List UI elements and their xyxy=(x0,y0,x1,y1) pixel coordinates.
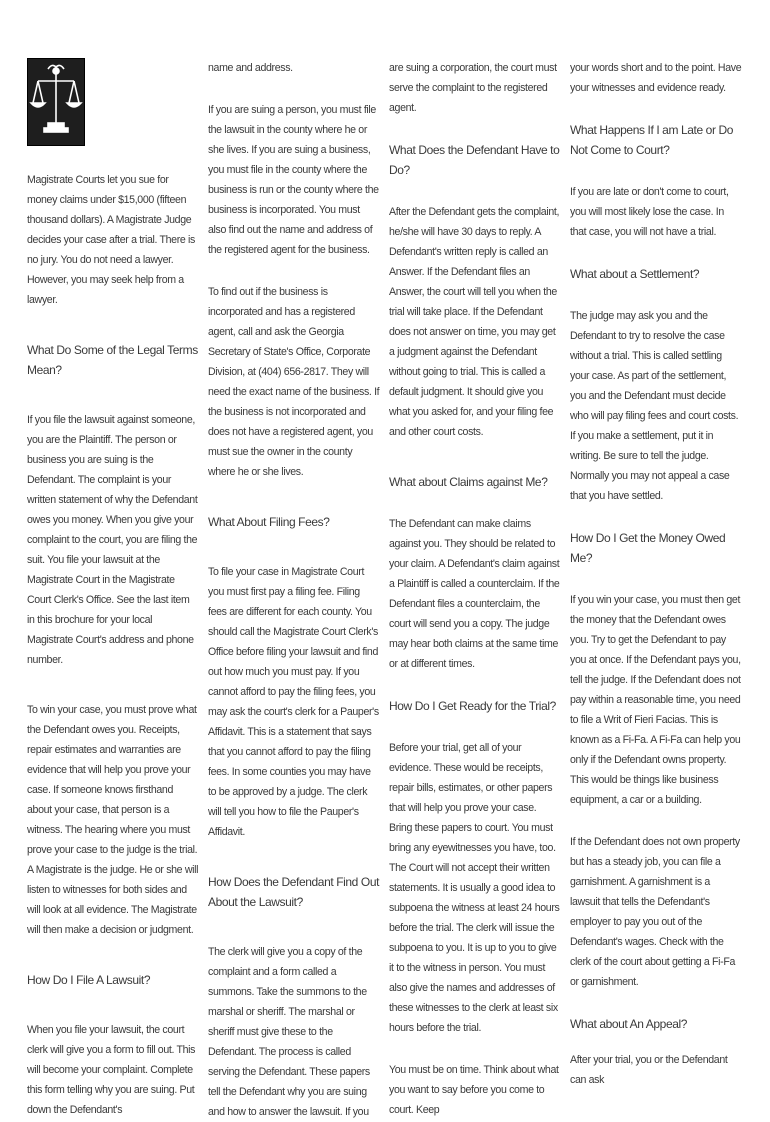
incorporated-paragraph: To find out if the business is incorporated and has a registered agent, call and ask the Georgia Secretary of State's Office, Corporate Division, at (404) 656-2817. They will need the exact name of the business. If the business is not incorporated and does not have a registered agent, you must sue the owner in the county where he or she lives. xyxy=(208,286,380,478)
heading-file-lawsuit: How Do I File A Lawsuit? xyxy=(27,973,151,987)
heading-filing-fees: What About Filing Fees? xyxy=(208,515,330,529)
heading-defendant-find-out: How Does the Defendant Find Out About the Lawsuit? xyxy=(208,875,380,909)
settlement-paragraph: The judge may ask you and the Defendant to try to resolve the case without a trial. This is called settling your case. As part of the settlement, you and the Defendant must decide who will pay filing fees and court costs. If you make a settlement, put it in writing. Be sure to tell the judge. Normally you may not appeal a case that you have settled. xyxy=(570,310,739,502)
intro-paragraph: Magistrate Courts let you sue for money claims under $15,000 (fifteen thousand dollars). A Magistrate Judge decides your case after a trial. There is no jury. You do not need a lawyer. However, you may seek help from a lawyer. xyxy=(27,174,195,306)
filing-fees-paragraph: To file your case in Magistrate Court you must first pay a filing fee. Filing fees are different for each county. You should call the Magistrate Court Clerk's Office before filing your lawsuit and find out how much you must pay. If you cannot afford to pay the filing fees, you may ask the court's clerk for a Pauper's Affidavit. This is a statement that says that you cannot afford to pay the filing fees. In some counties you may have to be approved by a judge. The clerk will tell you how to file the Pauper's Affidavit. xyxy=(208,566,379,838)
heading-legal-terms: What Do Some of the Legal Terms Mean? xyxy=(27,343,198,377)
column-4 xyxy=(570,58,742,1090)
heading-ready-for-trial: How Do I Get Ready for the Trial? xyxy=(389,699,556,713)
garnishment-paragraph: If the Defendant does not own property but has a steady job, you can file a garnishment. A garnishment is a lawsuit that tells the Defendant's employer to pay you out of the Defendant's wages. Check with the clerk of the court about getting a Fi-Fa or garnishment. xyxy=(570,836,740,988)
heading-late-to-court: What Happens If I am Late or Do Not Come to Court? xyxy=(570,123,734,157)
column-2 xyxy=(208,58,380,1122)
win-case-paragraph: To win your case, you must prove what the Defendant owes you. Receipts, repair estimates and warranties are evidence that will help you prove your case. If someone knows firsthand about your case, that person is a witness. The hearing where you must prove your case to the judge is the trial. A Magistrate is the judge. He or she will listen to witnesses for both sides and will look at all evidence. The Magistrate will then make a decision or judgment. xyxy=(27,704,199,936)
column-1 xyxy=(27,58,199,1120)
column-3 xyxy=(389,58,561,1120)
on-time-paragraph: You must be on time. Think about what you want to say before you come to court. Keep xyxy=(389,1064,559,1116)
fifa-paragraph: If you win your case, you must then get the money that the Defendant owes you. Try to get the Defendant to pay you at once. If the Defendant pays you, tell the judge. If the Defendant does not pay within a reasonable time, you need to file a Writ of Fieri Facias. This is known as a Fi-Fa. A Fi-Fa can help you only if the Defendant owns property. This would be things like business equipment, a car or a building. xyxy=(570,594,741,806)
counterclaim-paragraph: The Defendant can make claims against you. They should be related to your claim. A Defendant's claim against a Plaintiff is called a counterclaim. If the Defendant files a counterclaim, the court will send you a copy. The judge may hear both claims at the same time or at different times. xyxy=(389,518,560,670)
file-lawsuit-paragraph: When you file your lawsuit, the court clerk will give you a form to fill out. This will become your complaint. Complete this form telling why you are suing. Put down the Defendant's xyxy=(27,1024,196,1116)
trial-evidence-paragraph: Before your trial, get all of your evidence. These would be receipts, repair bills, estimates, or other papers that will help you prove your case. Bring these papers to court. You must bring any eyewitnesses you have, too. The Court will not accept their written statements. It is usually a good idea to subpoena the witness at least 24 hours before the trial. The clerk will issue the subpoena to you. It is up to you to give it to the witness in person. You must also give the names and addresses of these witnesses to the clerk at least six hours before the trial. xyxy=(389,742,560,1034)
heading-settlement: What about a Settlement? xyxy=(570,267,700,281)
legal-terms-paragraph: If you file the lawsuit against someone, you are the Plaintiff. The person or business you are suing is the Defendant. The complaint is your written statement of why the Defendant owes you money. When you give your complaint to the court, you are filing the suit. You file your lawsuit at the Magistrate Court in the Magistrate Court Clerk's Office. See the last item in this brochure for your local Magistrate Court's address and phone number. xyxy=(27,414,198,666)
late-paragraph: If you are late or don't come to court, you will most likely lose the case. In that case, you will not have a trial. xyxy=(570,186,729,238)
name-address-paragraph: name and address. xyxy=(208,62,293,74)
heading-defendant-duty: What Does the Defendant Have to Do? xyxy=(389,143,560,177)
suing-person-paragraph: If you are suing a person, you must file the lawsuit in the county where he or she lives. If you are suing a business, you must file in the county where the business is run or the county where the business is incorporated. You must also find out the name and address of the registered agent for the business. xyxy=(208,104,379,256)
heading-claims-against-me: What about Claims against Me? xyxy=(389,475,548,489)
heading-appeal: What about An Appeal? xyxy=(570,1017,688,1031)
short-words-paragraph: your words short and to the point. Have your witnesses and evidence ready. xyxy=(570,62,742,94)
appeal-paragraph: After your trial, you or the Defendant can ask xyxy=(570,1054,728,1086)
heading-money-owed: How Do I Get the Money Owed Me? xyxy=(570,531,726,565)
defendant-duty-paragraph: After the Defendant gets the complaint, he/she will have 30 days to reply. A Defendant's written reply is called an Answer. If the Defendant files an Answer, the court will tell you when the trial will take place. If the Defendant does not answer on time, you may get a judgment against the Defendant without going to trial. This is called a default judgment. It should give you what you asked for, and your filing fee and other court costs. xyxy=(389,206,560,438)
summons-paragraph: The clerk will give you a copy of the complaint and a form called a summons. Take the summons to the marshal or sheriff. The marshal or sheriff must give these to the Defendant. The process is called serving the Defendant. These papers tell the Defendant why you are suing and how to answer the lawsuit. If you xyxy=(208,946,370,1118)
corporation-paragraph: are suing a corporation, the court must serve the complaint to the registered agent. xyxy=(389,62,557,114)
